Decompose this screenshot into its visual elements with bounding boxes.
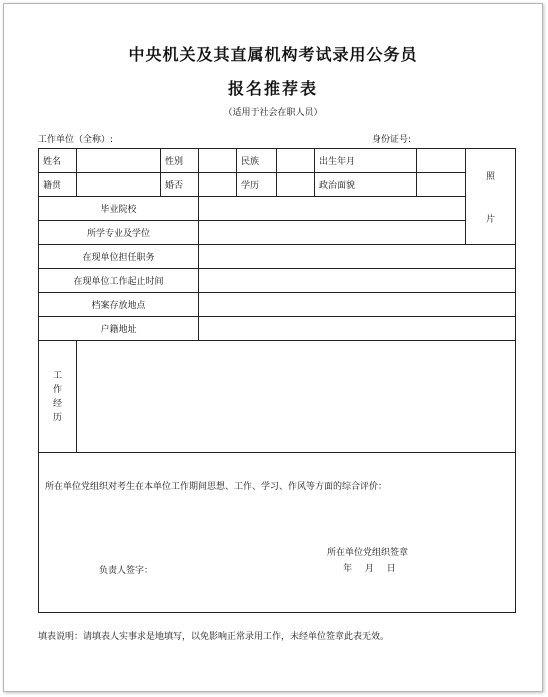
work-start-time-field[interactable] [199, 269, 516, 293]
leader-signature-label: 负责人签字： [99, 566, 154, 576]
household-address-field[interactable] [199, 317, 516, 341]
form-subtitle-title: 报名推荐表 [227, 79, 318, 98]
native-place-field[interactable] [77, 173, 161, 197]
evaluation-box[interactable] [39, 453, 516, 613]
form-applicability-note: （适用于社会在职人员） [223, 108, 323, 118]
name-label: 姓名 [39, 149, 77, 173]
birth-date-field[interactable] [417, 149, 466, 173]
footer-note: 填表说明：请填表人实事求是地填写，以免影响正常录用工作，未经单位签章此表无效。 [38, 632, 390, 642]
work-experience-label [39, 341, 77, 453]
gender-field[interactable] [199, 149, 237, 173]
political-status-field[interactable] [417, 173, 466, 197]
evaluation-prompt: 所在单位党组织对考生在本单位工作期间思想、工作、学习、作风等方面的综合评价： [45, 482, 388, 492]
work-experience-field[interactable] [77, 341, 516, 453]
marital-status-label: 婚否 [161, 173, 199, 197]
form-title: 中央机关及其直属机构考试录用公务员 [128, 45, 418, 64]
work-unit-label: 工作单位（全称）: [38, 135, 114, 145]
id-number-label: 身份证号: [372, 135, 412, 145]
work-start-time-label: 在现单位工作起止时间 [39, 269, 199, 293]
major-degree-label: 所学专业及学位 [39, 221, 199, 245]
graduation-school-field[interactable] [199, 197, 466, 221]
work-experience-label-text: 工作经历 [52, 370, 62, 423]
education-field[interactable] [277, 173, 315, 197]
party-seal-label: 所在单位党组织签章 [327, 548, 409, 558]
political-status-label: 政治面貌 [315, 173, 417, 197]
birth-date-label: 出生年月 [315, 149, 417, 173]
education-label: 学历 [237, 173, 277, 197]
native-place-label: 籍贯 [39, 173, 77, 197]
current-position-label: 在现单位担任职务 [39, 245, 199, 269]
date-label: 年 月 日 [343, 564, 396, 574]
registration-form-table [38, 148, 516, 613]
graduation-school-label: 毕业院校 [39, 197, 199, 221]
photo-box[interactable] [466, 149, 516, 245]
current-position-field[interactable] [199, 245, 516, 269]
name-field[interactable] [77, 149, 161, 173]
marital-status-field[interactable] [199, 173, 237, 197]
archive-location-field[interactable] [199, 293, 516, 317]
photo-label-bottom: 片 [486, 214, 496, 225]
photo-label-top: 照 [486, 171, 496, 182]
major-degree-field[interactable] [199, 221, 466, 245]
ethnicity-field[interactable] [277, 149, 315, 173]
gender-label: 性别 [161, 149, 199, 173]
archive-location-label: 档案存放地点 [39, 293, 199, 317]
household-address-label: 户籍地址 [39, 317, 199, 341]
ethnicity-label: 民族 [237, 149, 277, 173]
